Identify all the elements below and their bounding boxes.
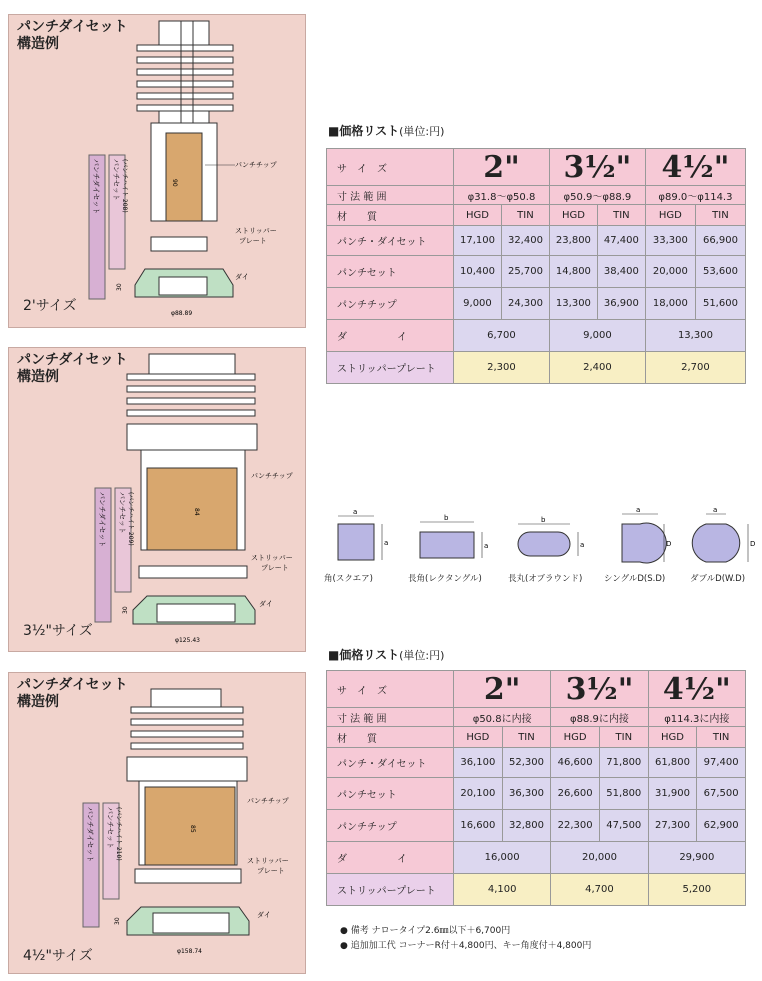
material-cell: TIN bbox=[599, 727, 648, 748]
range-cell: φ50.8に内接 bbox=[454, 708, 551, 727]
size-cell: 3½" bbox=[551, 671, 648, 708]
svg-text:パンチチップ: パンチチップ bbox=[247, 797, 289, 805]
svg-text:a: a bbox=[484, 542, 489, 550]
svg-text:ダイ: ダイ bbox=[235, 273, 249, 281]
shape-caption: 長角(レクタングル) bbox=[408, 574, 482, 584]
price-cell: 36,300 bbox=[502, 778, 551, 810]
price-cell: 67,500 bbox=[697, 778, 746, 810]
range-label: 寸 法 範 囲 bbox=[327, 186, 454, 205]
price-list-heading bbox=[328, 646, 444, 663]
svg-text:パンチダイセット: パンチダイセット bbox=[98, 492, 106, 548]
price-table-1 bbox=[326, 148, 746, 384]
svg-text:a: a bbox=[713, 506, 718, 514]
notes bbox=[340, 924, 591, 954]
price-cell: 51,800 bbox=[599, 778, 648, 810]
die-label: ダ イ bbox=[327, 842, 454, 874]
square-shape bbox=[338, 508, 388, 560]
range-cell: φ50.9～φ88.9 bbox=[549, 186, 645, 205]
row-label: パンチセット bbox=[327, 778, 454, 810]
note-line: ● 追加加工代 コーナーR付＋4,800円、キー角度付＋4,800円 bbox=[340, 941, 592, 951]
svg-text:D: D bbox=[666, 540, 672, 548]
size-cell: 2" bbox=[454, 671, 551, 708]
material-cell: HGD bbox=[648, 727, 697, 748]
shape-caption: ダブルD(W.D) bbox=[690, 574, 746, 584]
price-cell: 47,500 bbox=[599, 810, 648, 842]
material-label: 材 質 bbox=[327, 727, 454, 748]
svg-text:30: 30 bbox=[114, 917, 121, 925]
svg-text:プレート: プレート bbox=[239, 237, 267, 245]
price-cell: 29,900 bbox=[648, 842, 745, 874]
size-cell: 2" bbox=[454, 149, 550, 186]
punch-die-diagram bbox=[9, 15, 305, 327]
price-cell: 38,400 bbox=[597, 256, 645, 288]
price-cell: 23,800 bbox=[549, 226, 597, 256]
punch-die-diagram bbox=[9, 673, 305, 973]
price-cell: 2,300 bbox=[454, 352, 550, 384]
material-cell: TIN bbox=[695, 205, 745, 226]
material-cell: HGD bbox=[549, 205, 597, 226]
svg-text:b: b bbox=[444, 514, 449, 522]
material-cell: TIN bbox=[502, 727, 551, 748]
price-cell: 9,000 bbox=[549, 320, 645, 352]
price-cell: 10,400 bbox=[454, 256, 502, 288]
svg-text:D: D bbox=[750, 540, 756, 548]
price-cell: 14,800 bbox=[549, 256, 597, 288]
material-label: 材 質 bbox=[327, 205, 454, 226]
price-cell: 13,300 bbox=[645, 320, 745, 352]
svg-text:パンチセット: パンチセット bbox=[118, 492, 126, 534]
price-cell: 20,100 bbox=[454, 778, 503, 810]
row-label: パンチチップ bbox=[327, 810, 454, 842]
unit-text: (単位:円) bbox=[399, 649, 445, 662]
svg-text:(パンチハイト 209): (パンチハイト 209) bbox=[127, 492, 134, 546]
price-cell: 13,300 bbox=[549, 288, 597, 320]
price-cell: 16,000 bbox=[454, 842, 551, 874]
svg-text:ストリッパー: ストリッパー bbox=[235, 227, 277, 235]
price-cell: 22,300 bbox=[551, 810, 600, 842]
svg-text:85: 85 bbox=[189, 825, 196, 833]
price-cell: 16,600 bbox=[454, 810, 503, 842]
svg-text:a: a bbox=[384, 539, 389, 547]
panel-title: パンチダイセット 構造例 bbox=[17, 677, 128, 710]
svg-text:a: a bbox=[636, 506, 641, 514]
size-label: 3½"サイズ bbox=[23, 623, 93, 639]
material-cell: HGD bbox=[454, 727, 503, 748]
row-label: パンチ・ダイセット bbox=[327, 748, 454, 778]
price-cell: 27,300 bbox=[648, 810, 697, 842]
price-cell: 20,000 bbox=[551, 842, 648, 874]
tip-label: パンチチップ bbox=[235, 161, 277, 169]
price-cell: 25,700 bbox=[501, 256, 549, 288]
price-cell: 26,600 bbox=[551, 778, 600, 810]
svg-text:(パンチハイト 210): (パンチハイト 210) bbox=[115, 807, 122, 861]
svg-text:パンチセット: パンチセット bbox=[112, 159, 120, 201]
price-cell: 66,900 bbox=[695, 226, 745, 256]
rectangle-shape bbox=[420, 514, 488, 558]
shape-caption: 角(スクエア) bbox=[324, 574, 373, 584]
heading-text: ■価格リスト bbox=[328, 124, 400, 138]
price-cell: 97,400 bbox=[697, 748, 746, 778]
row-label: パンチセット bbox=[327, 256, 454, 288]
row-label: パンチチップ bbox=[327, 288, 454, 320]
punch-die-diagram bbox=[9, 348, 305, 651]
price-cell: 6,700 bbox=[454, 320, 550, 352]
svg-text:φ158.74: φ158.74 bbox=[177, 948, 202, 955]
price-cell: 53,600 bbox=[695, 256, 745, 288]
price-cell: 5,200 bbox=[648, 874, 745, 906]
size-cell: 4½" bbox=[648, 671, 745, 708]
price-cell: 2,400 bbox=[549, 352, 645, 384]
price-cell: 4,700 bbox=[551, 874, 648, 906]
price-cell: 47,400 bbox=[597, 226, 645, 256]
price-cell: 36,100 bbox=[454, 748, 503, 778]
structure-panel-4-5in bbox=[8, 672, 306, 974]
material-cell: TIN bbox=[697, 727, 746, 748]
stripper-label: ストリッパープレート bbox=[327, 352, 454, 384]
panel-title: パンチダイセット 構造例 bbox=[17, 19, 128, 52]
svg-text:90: 90 bbox=[171, 179, 178, 187]
svg-text:30: 30 bbox=[116, 283, 123, 291]
price-cell: 52,300 bbox=[502, 748, 551, 778]
heading-text: ■価格リスト bbox=[328, 648, 400, 662]
price-cell: 33,300 bbox=[645, 226, 695, 256]
size-header: サ イ ズ bbox=[327, 149, 454, 186]
price-cell: 32,400 bbox=[501, 226, 549, 256]
svg-text:ストリッパー: ストリッパー bbox=[251, 554, 293, 562]
price-cell: 32,800 bbox=[502, 810, 551, 842]
range-cell: φ89.0～φ114.3 bbox=[645, 186, 745, 205]
shape-caption: 長丸(オブラウンド) bbox=[508, 574, 583, 584]
price-cell: 31,900 bbox=[648, 778, 697, 810]
price-cell: 18,000 bbox=[645, 288, 695, 320]
price-cell: 46,600 bbox=[551, 748, 600, 778]
size-header: サ イ ズ bbox=[327, 671, 454, 708]
structure-panel-2in bbox=[8, 14, 306, 328]
single-d-shape bbox=[622, 506, 671, 563]
range-cell: φ31.8～φ50.8 bbox=[454, 186, 550, 205]
material-cell: HGD bbox=[454, 205, 502, 226]
price-cell: 61,800 bbox=[648, 748, 697, 778]
price-cell: 20,000 bbox=[645, 256, 695, 288]
material-cell: TIN bbox=[501, 205, 549, 226]
price-cell: 2,700 bbox=[645, 352, 745, 384]
range-label: 寸 法 範 囲 bbox=[327, 708, 454, 727]
obround-shape bbox=[518, 516, 584, 556]
svg-text:30: 30 bbox=[122, 606, 129, 614]
size-cell: 4½" bbox=[645, 149, 745, 186]
panel-title: パンチダイセット 構造例 bbox=[17, 352, 128, 385]
svg-text:パンチチップ: パンチチップ bbox=[251, 472, 293, 480]
price-cell: 71,800 bbox=[599, 748, 648, 778]
size-label: 2'サイズ bbox=[23, 298, 77, 314]
structure-panel-3-5in bbox=[8, 347, 306, 652]
material-cell: TIN bbox=[597, 205, 645, 226]
price-cell: 17,100 bbox=[454, 226, 502, 256]
svg-text:a: a bbox=[580, 541, 585, 549]
price-cell: 24,300 bbox=[501, 288, 549, 320]
unit-text: (単位:円) bbox=[399, 125, 445, 138]
svg-text:パンチダイセット: パンチダイセット bbox=[86, 807, 94, 863]
price-cell: 62,900 bbox=[697, 810, 746, 842]
die-label: ダ イ bbox=[327, 320, 454, 352]
svg-text:ストリッパー: ストリッパー bbox=[247, 857, 289, 865]
price-cell: 9,000 bbox=[454, 288, 502, 320]
price-cell: 36,900 bbox=[597, 288, 645, 320]
range-cell: φ114.3に内接 bbox=[648, 708, 745, 727]
svg-text:プレート: プレート bbox=[257, 867, 285, 875]
size-cell: 3½" bbox=[549, 149, 645, 186]
svg-text:パンチセット: パンチセット bbox=[106, 807, 114, 849]
svg-text:パンチダイセット: パンチダイセット bbox=[92, 159, 100, 215]
svg-text:ダイ: ダイ bbox=[259, 600, 273, 608]
svg-text:プレート: プレート bbox=[261, 564, 289, 572]
price-list-heading bbox=[328, 122, 444, 139]
row-label: パンチ・ダイセット bbox=[327, 226, 454, 256]
svg-text:a: a bbox=[353, 508, 358, 516]
svg-text:(パンチハイト 208): (パンチハイト 208) bbox=[121, 159, 128, 213]
svg-text:84: 84 bbox=[193, 508, 200, 516]
stripper-label: ストリッパープレート bbox=[327, 874, 454, 906]
shape-caption: シングルD(S.D) bbox=[604, 574, 666, 584]
price-cell: 4,100 bbox=[454, 874, 551, 906]
size-label: 4½"サイズ bbox=[23, 948, 93, 964]
svg-text:ダイ: ダイ bbox=[257, 911, 271, 919]
svg-text:φ88.89: φ88.89 bbox=[171, 310, 193, 317]
range-cell: φ88.9に内接 bbox=[551, 708, 648, 727]
material-cell: HGD bbox=[551, 727, 600, 748]
svg-text:φ125.43: φ125.43 bbox=[175, 637, 200, 644]
double-d-shape bbox=[692, 506, 755, 562]
svg-text:b: b bbox=[541, 516, 546, 524]
price-cell: 51,600 bbox=[695, 288, 745, 320]
price-table-2 bbox=[326, 670, 746, 906]
note-line: ● 備考 ナロータイプ2.6㎜以下＋6,700円 bbox=[340, 926, 511, 936]
material-cell: HGD bbox=[645, 205, 695, 226]
